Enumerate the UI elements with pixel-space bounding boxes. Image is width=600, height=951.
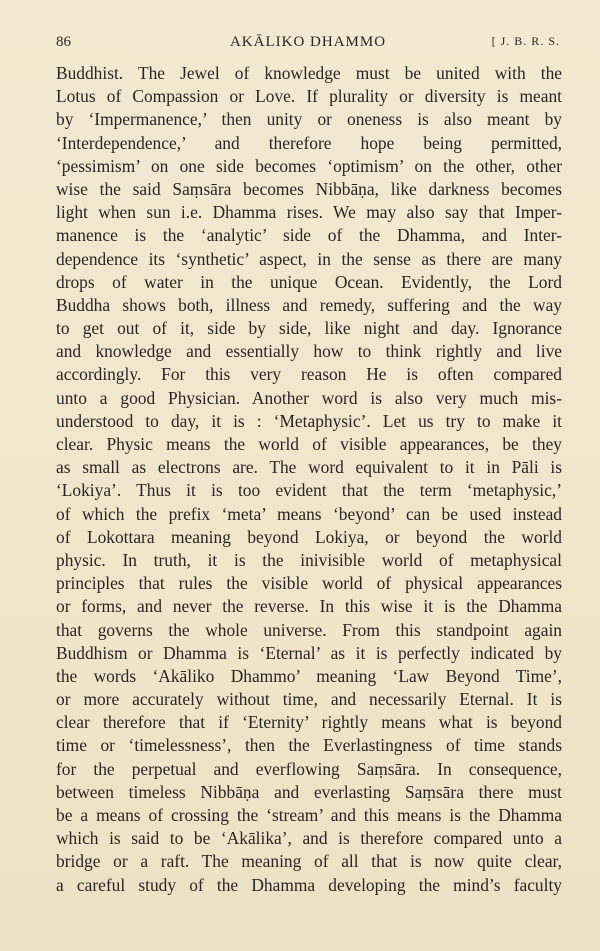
text-line: and knowledge and essentially how to think rightly and live (56, 341, 562, 362)
text-line: between timeless Nibbāṇa and everlasting Saṃsāra there must (56, 781, 562, 802)
text-line: of Lokottara meaning beyond Lokiya, or beyond the world (56, 526, 562, 547)
text-line: for the perpetual and everflowing Saṃsāra. In consequence, (56, 758, 562, 779)
text-line: ‘Interdependence,’ and therefore hope being permitted, (56, 132, 562, 153)
text-line: or more accurately without time, and necessarily Eternal. It is (56, 689, 562, 710)
text-line: Buddhism or Dhamma is ‘Eternal’ as it is perfectly indicated by (56, 642, 562, 663)
text-line: a careful study of the Dhamma developing the mind’s faculty (56, 874, 562, 895)
page-number: 86 (56, 34, 71, 50)
text-line: be a means of crossing the ‘stream’ and this means is the Dhamma (56, 805, 562, 825)
text-line: which is said to be ‘Akālika’, and is therefore compared unto a (56, 828, 562, 849)
text-line: that governs the whole universe. From this standpoint again (56, 619, 562, 640)
text-line: accordingly. For this very reason He is often compared (56, 364, 562, 385)
text-line: clear. Physic means the world of visible appearances, be they (56, 434, 562, 454)
running-title: AKĀLIKO DHAMMO (229, 34, 387, 50)
text-line: Buddha shows both, illness and remedy, suffering and the way (56, 294, 562, 315)
text-line: clear therefore that if ‘Eternity’ rightly means what is beyond (56, 712, 562, 733)
text-line: the words ‘Akāliko Dhammo’ meaning ‘Law Beyond Time’, (56, 665, 562, 686)
text-line: as small as electrons are. The word equivalent to it in Pāli is (56, 457, 562, 478)
text-line: Buddhist. The Jewel of knowledge must be united with the (56, 63, 562, 83)
text-line: bridge or a raft. The meaning of all that is now quite clear, (56, 851, 562, 872)
text-line: physic. In truth, it is the inivisible world of metaphysical (56, 549, 562, 570)
text-line: by ‘Impermanence,’ then unity or oneness is also meant by (56, 109, 562, 130)
text-line: unto a good Physician. Another word is also very much mis- (56, 387, 562, 408)
text-line: ‘pessimism’ on one side becomes ‘optimism’ on the other, other (56, 155, 562, 176)
text-line: Lotus of Compassion or Love. If plurality or diversity is meant (56, 86, 562, 107)
text-line: wise the said Saṃsāra becomes Nibbāṇa, like darkness becomes (56, 178, 562, 199)
text-line: manence is the ‘analytic’ side of the Dhamma, and Inter- (56, 225, 562, 246)
text-line: understood to day, it is : ‘Metaphysic’. Let us try to make it (56, 410, 562, 431)
text-line: drops of water in the unique Ocean. Evidently, the Lord (56, 271, 562, 292)
text-line: time or ‘timelessness’, then the Everlastingness of time stands (56, 735, 562, 756)
body-text (56, 62, 562, 897)
text-line: ‘Lokiya’. Thus it is too evident that the term ‘metaphysic,’ (56, 480, 562, 501)
text-line: light when sun i.e. Dhamma rises. We may also say that Imper- (56, 202, 562, 223)
text-line: dependence its ‘synthetic’ aspect, in the sense as there are many (56, 248, 562, 269)
text-line: principles that rules the visible world of physical appearances (56, 573, 562, 594)
journal-reference: [ J. B. R. S. (491, 34, 560, 48)
text-line: or forms, and never the reverse. In this wise it is the Dhamma (56, 596, 562, 617)
text-line: to get out of it, side by side, like night and day. Ignorance (56, 318, 562, 339)
text-line: of which the prefix ‘meta’ means ‘beyond’ can be used instead (56, 503, 562, 524)
page-header (56, 34, 560, 56)
